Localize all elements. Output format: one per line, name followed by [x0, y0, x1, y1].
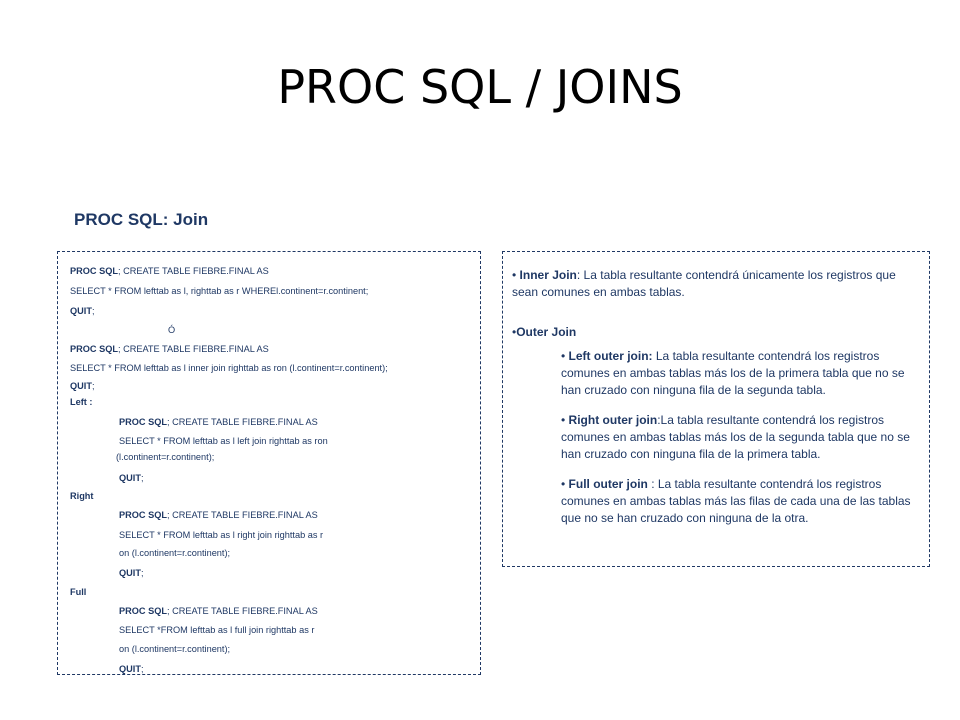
code-line: QUIT;	[119, 473, 144, 483]
outer-join-heading	[512, 324, 920, 341]
code-line: QUIT;	[119, 568, 144, 578]
right-outer-join-text: :La tabla resultante contendrá los registros comunes en ambas tablas más los de la segunda tabla que no se han cruzado con ninguna fila de la primera tabla.	[561, 413, 910, 461]
code-line: QUIT;	[119, 664, 144, 674]
code-line: SELECT * FROM lefttab as l, righttab as r WHEREl.continent=r.continent;	[70, 286, 369, 296]
full-outer-join-label: Full outer join	[568, 477, 648, 491]
code-line: PROC SQL; CREATE TABLE FIEBRE.FINAL AS	[70, 344, 269, 354]
full-outer-join-paragraph	[561, 476, 917, 527]
code-line: PROC SQL; CREATE TABLE FIEBRE.FINAL AS	[119, 606, 318, 616]
bullet-icon: •	[561, 413, 566, 427]
code-line: SELECT * FROM lefttab as l inner join righttab as ron (l.continent=r.continent);	[70, 363, 388, 373]
code-line: (l.continent=r.continent);	[116, 452, 215, 462]
outer-join-label: Outer Join	[516, 325, 577, 339]
code-line: QUIT;	[70, 381, 95, 391]
bullet-icon: •	[561, 477, 566, 491]
left-outer-join-label: Left outer join:	[568, 349, 653, 363]
inner-join-paragraph	[512, 267, 920, 301]
bullet-icon: •	[512, 325, 517, 339]
code-line: PROC SQL; CREATE TABLE FIEBRE.FINAL AS	[119, 510, 318, 520]
code-line: Ó	[168, 325, 176, 335]
code-section-label: Full	[70, 587, 87, 597]
code-line: SELECT * FROM lefttab as l right join righttab as r	[119, 530, 324, 540]
code-line: on (l.continent=r.continent);	[119, 548, 231, 558]
left-outer-join-text: La tabla resultante contendrá los registros comunes en ambas tablas más los de la primera tabla que no se han cruzado con ninguna fila de la segunda tabla.	[561, 349, 905, 397]
code-line: QUIT;	[70, 306, 95, 316]
inner-join-label: Inner Join	[519, 268, 577, 282]
inner-join-text: : La tabla resultante contendrá únicamente los registros que sean comunes en ambas tablas.	[512, 268, 896, 299]
full-outer-join-text: : La tabla resultante contendrá los registros comunes en ambas tablas más las filas de cada una de las tablas que no se han cruzado con ninguna de la otra.	[561, 477, 911, 525]
left-outer-join-paragraph	[561, 348, 923, 399]
bullet-icon: •	[561, 349, 566, 363]
code-line: PROC SQL; CREATE TABLE FIEBRE.FINAL AS	[119, 417, 318, 427]
code-line: SELECT * FROM lefttab as l left join righttab as ron	[119, 436, 328, 446]
code-section-label: Right	[70, 491, 94, 501]
code-line: SELECT *FROM lefttab as l full join righttab as r	[119, 625, 315, 635]
slide-subtitle: PROC SQL: Join	[74, 210, 209, 229]
right-outer-join-paragraph	[561, 412, 925, 463]
bullet-icon: •	[512, 268, 517, 282]
code-section-label: Left :	[70, 397, 93, 407]
slide-title: PROC SQL / JOINS	[277, 60, 683, 114]
code-line: PROC SQL; CREATE TABLE FIEBRE.FINAL AS	[70, 266, 269, 276]
right-outer-join-label: Right outer join	[568, 413, 658, 427]
code-line: on (l.continent=r.continent);	[119, 644, 231, 654]
